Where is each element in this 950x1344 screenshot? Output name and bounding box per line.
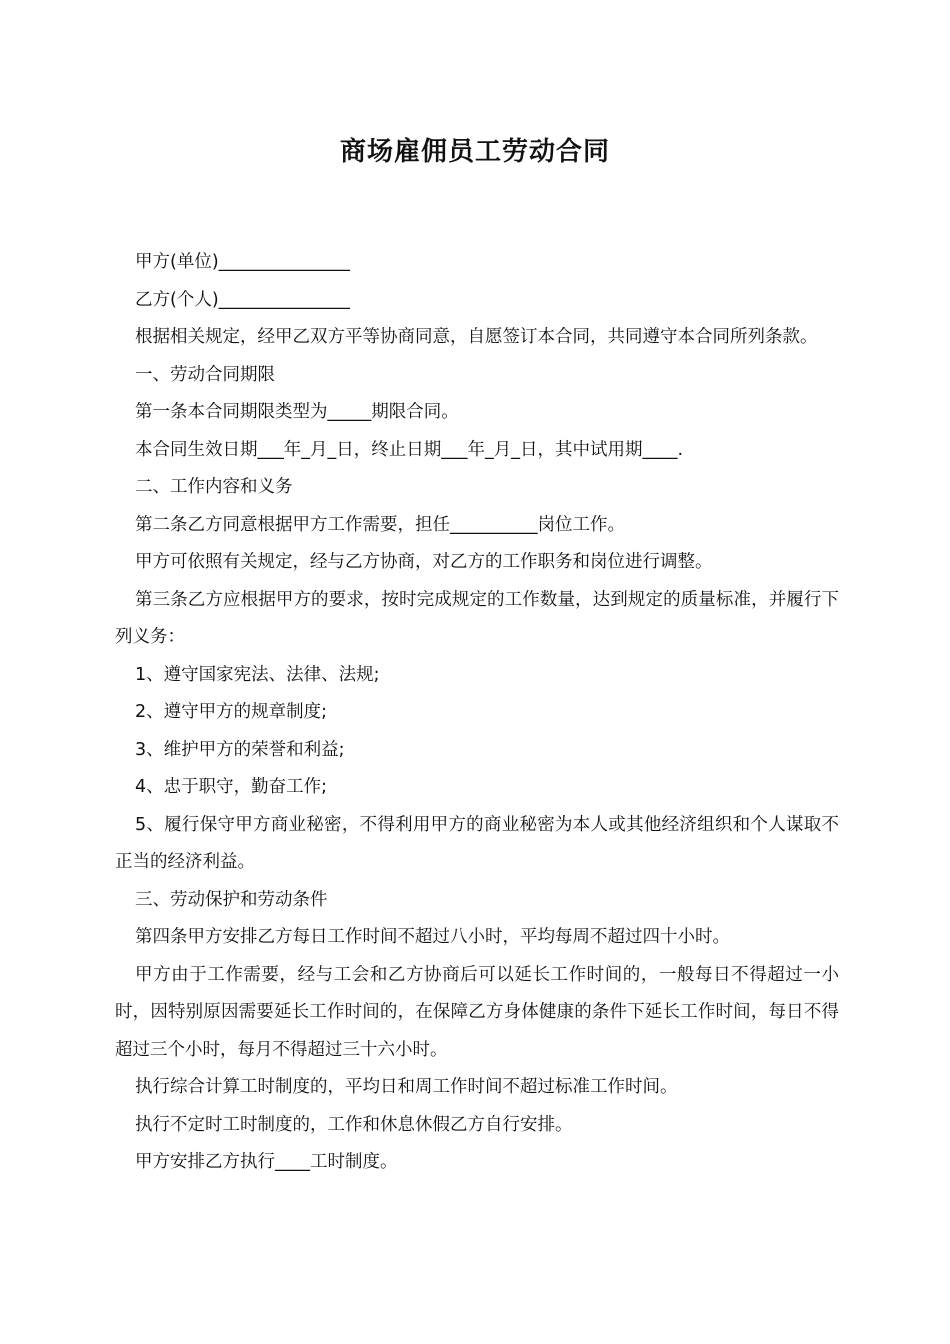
list-item: 2、遵守甲方的规章制度; [135,702,328,722]
article-paragraph: 第三条乙方应根据甲方的要求，按时完成规定的工作数量，达到规定的质量标准，并履行下列义务： [115,589,839,647]
article-paragraph: 本合同生效日期___年_月_日，终止日期___年_月_日，其中试用期____. [135,439,684,460]
section-heading: 一、劳动合同期限 [135,364,275,385]
list-item: 1、遵守国家宪法、法律、法规; [135,664,380,685]
article-paragraph: 甲方安排乙方执行____工时制度。 [135,1152,398,1172]
article-paragraph: 第一条本合同期限类型为_____期限合同。 [135,402,459,422]
section-heading: 二、工作内容和义务 [135,477,293,497]
list-item: 4、忠于职守，勤奋工作; [135,777,328,797]
party-b-line: 乙方(个人)_______________ [135,289,350,310]
list-item: 3、维护甲方的荣誉和利益; [135,739,345,760]
article-paragraph: 第四条甲方安排乙方每日工作时间不超过八小时，平均每周不超过四十小时。 [135,927,730,947]
article-paragraph: 执行不定时工时制度的，工作和休息休假乙方自行安排。 [135,1114,573,1135]
article-paragraph: 甲方可依照有关规定，经与乙方协商，对乙方的工作职务和岗位进行调整。 [135,552,713,572]
preamble-paragraph: 根据相关规定，经甲乙双方平等协商同意，自愿签订本合同，共同遵守本合同所列条款。 [135,327,818,347]
article-paragraph: 甲方由于工作需要，经与工会和乙方协商后可以延长工作时间的，一般每日不得超过一小时，因特别原因需要延长工作时间的，在保障乙方身体健康的条件下延长工作时间，每日不得超过三个小时，每月不得超过三十六小时。 [115,964,839,1060]
document-title: 商场雇佣员工劳动合同 [339,137,610,167]
article-paragraph: 执行综合计算工时制度的，平均日和周工作时间不超过标准工作时间。 [135,1077,678,1097]
list-item: 5、履行保守甲方商业秘密，不得利用甲方的商业秘密为本人或其他经济组织和个人谋取不正当的经济利益。 [115,814,839,872]
party-a-line: 甲方(单位)_______________ [135,252,350,272]
article-paragraph: 第二条乙方同意根据甲方工作需要，担任__________岗位工作。 [135,514,625,535]
document-body [115,244,839,1182]
section-heading: 三、劳动保护和劳动条件 [135,889,328,910]
